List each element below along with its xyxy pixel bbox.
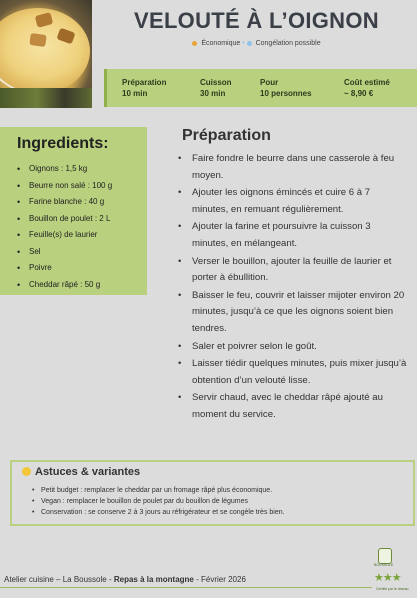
tip-item: • Petit budget : remplacer le cheddar par un fromage râpé plus économique. [32, 485, 413, 496]
snowflake-icon [247, 41, 252, 46]
preparation-step: • Ajouter les oignons émincés et cuire 6 à 7 minutes, en remuant régulièrement. [178, 185, 408, 218]
ingredient-item: • Cheddar râpé : 50 g [17, 277, 147, 294]
logo-mark-icon [378, 548, 392, 564]
tip-item: • Vegan : remplacer le bouillon de poulet par du bouillon de légumes [32, 496, 413, 507]
ingredient-item: • Beurre non salé : 100 g [17, 178, 147, 195]
ingredient-item: • Sel [17, 244, 147, 261]
info-cout [344, 77, 390, 99]
recipe-info-bar [104, 69, 417, 107]
info-pour [260, 77, 312, 99]
footer-divider [0, 587, 372, 588]
preparation-step: • Saler et poivrer selon le goût. [178, 339, 408, 356]
preparation-step: • Faire fondre le beurre dans une casserole à feu moyen. [178, 151, 408, 184]
footer-prefix: Atelier cuisine – La Boussole - [4, 575, 114, 584]
tips-heading: Astuces & variantes [35, 466, 141, 478]
info-preparation-label: Préparation [122, 78, 167, 87]
footer-text [4, 575, 246, 584]
ingredients-panel [0, 127, 147, 295]
ingredient-item: • Bouillon de poulet : 2 L [17, 211, 147, 228]
tips-list [22, 485, 413, 518]
preparation-step: • Servir chaud, avec le cheddar râpé ajouté au moment du service. [178, 390, 408, 423]
ingredients-list [17, 161, 147, 293]
tag-economique: Économique [201, 40, 241, 47]
info-preparation-value: 10 min [122, 89, 148, 98]
preparation-step: • Baisser le feu, couvrir et laisser mijoter environ 20 minutes, jusqu’à ce que les oignons soient bien tendres. [178, 288, 408, 338]
info-bar-edge [104, 69, 107, 107]
logo-name: BOUSSOLE [374, 563, 394, 567]
info-pour-value: 10 personnes [260, 89, 312, 98]
lightbulb-icon [22, 467, 31, 476]
preparation-section [178, 127, 408, 425]
stars-icon: ★★★ [374, 572, 401, 584]
soup-photo [0, 0, 92, 108]
ingredients-heading: Ingredients: [17, 135, 109, 152]
preparation-step: • Verser le bouillon, ajouter la feuille de laurier et porter à ébullition. [178, 254, 408, 287]
crouton [29, 33, 47, 47]
ingredient-item: • Feuille(s) de laurier [17, 227, 147, 244]
info-cout-value: ~ 8,90 € [344, 89, 374, 98]
economic-icon [192, 41, 197, 46]
recipe-tags [96, 40, 417, 47]
garnish [0, 88, 92, 108]
ingredient-item: • Poivre [17, 260, 147, 277]
preparation-step: • Laisser tiédir quelques minutes, puis mixer jusqu’à obtention d’un velouté lisse. [178, 356, 408, 389]
info-pour-label: Pour [260, 78, 279, 87]
ingredient-item: • Farine blanche : 40 g [17, 194, 147, 211]
preparation-step: • Ajouter la farine et poursuivre la cuisson 3 minutes, en mélangeant. [178, 219, 408, 252]
tag-congelation: Congélation possible [255, 40, 321, 47]
info-preparation [122, 77, 166, 99]
tips-title [22, 466, 413, 478]
tip-item: • Conservation : se conserve 2 à 3 jours au réfrigérateur et se congèle très bien. [32, 507, 413, 518]
recipe-title: VELOUTÉ À L’OIGNON [134, 8, 379, 33]
tag-separator: • [242, 40, 245, 47]
boussole-logo [374, 548, 410, 594]
info-cuisson-label: Cuisson [200, 78, 232, 87]
footer-suffix: - Février 2026 [193, 575, 246, 584]
tips-box [10, 460, 415, 526]
footer-highlight: Repas à la montagne [113, 575, 194, 584]
info-cout-label: Coût estimé [344, 78, 390, 87]
info-cuisson-value: 30 min [200, 89, 226, 98]
preparation-heading: Préparation [182, 127, 271, 144]
logo-subtitle: Certifié par le réseau [376, 587, 409, 591]
preparation-steps [178, 151, 408, 424]
ingredient-item: • Oignons : 1,5 kg [17, 161, 147, 178]
info-cuisson [200, 77, 232, 99]
